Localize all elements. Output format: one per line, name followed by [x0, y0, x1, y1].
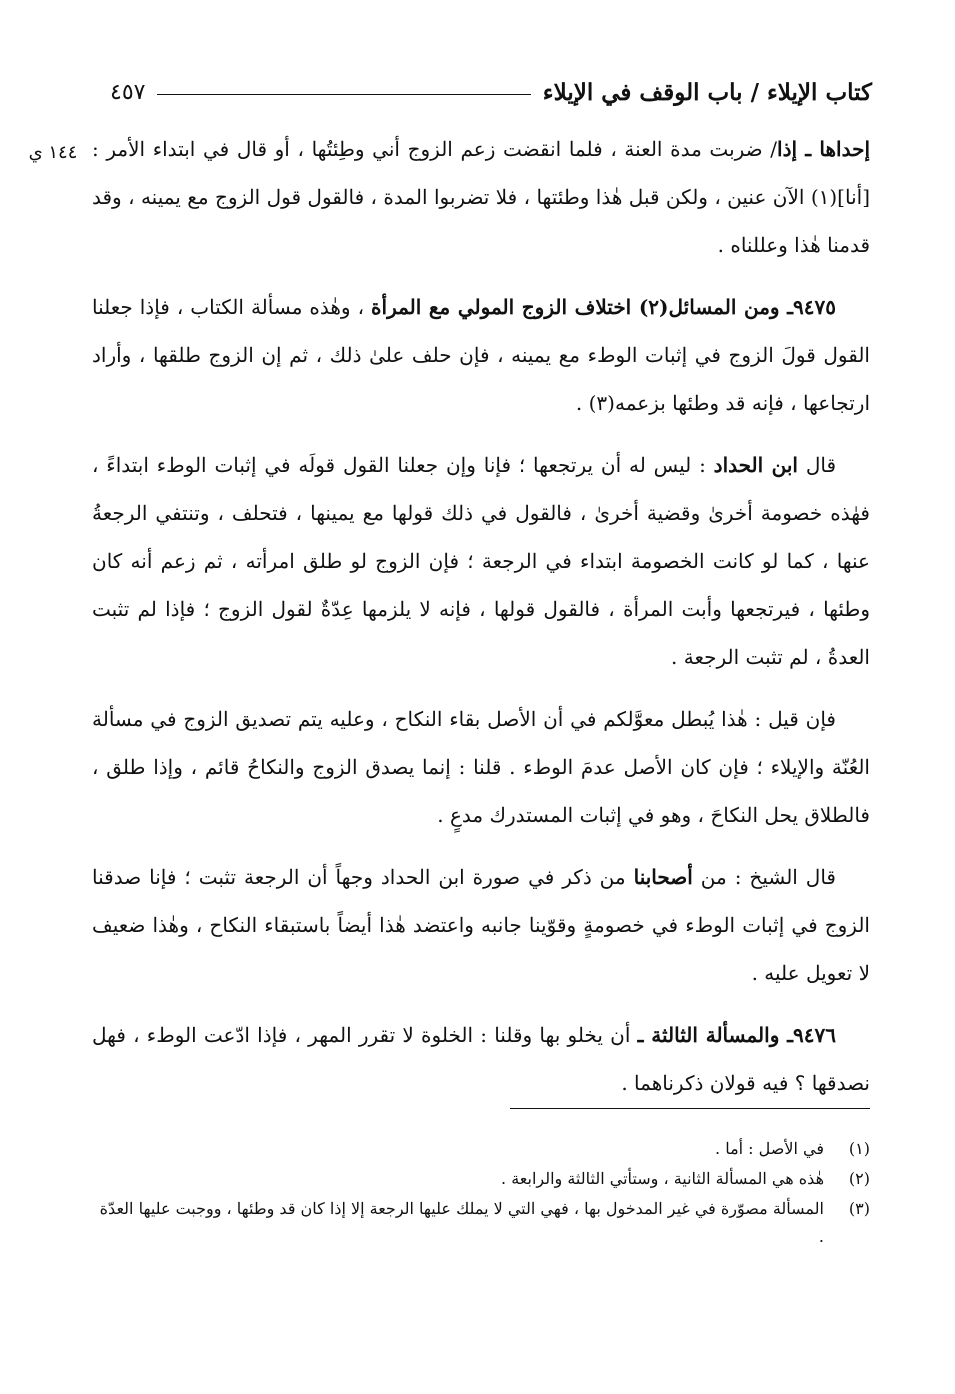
paragraph: [92, 125, 870, 269]
chapter-title: كتاب الإيلاء / باب الوقف في الإيلاء: [542, 78, 872, 106]
running-header: [110, 72, 872, 112]
footnote-number: (١): [848, 1139, 870, 1158]
paragraph-text: فإن قيل : هٰذا يُبطل معوَّلكم في أن الأصل بقاء النكاح ، وعليه يتم تصديق الزوج في مسألة العُنّة والإيلاء ؛ فإن كان الأصل عدمَ الوطء . قلنا : إنما يصدق الزوج والنكاحُ قائم ، وإذا طلق ، فالطلاق يحل النكاحَ ، وهو في إثبات المستدرك مدعٍ .: [92, 707, 870, 827]
paragraph: [92, 695, 870, 839]
paragraph-lead: إحداها ـ إذا: [777, 137, 871, 161]
footnote-text: هٰذه هي المسألة الثانية ، وستأتي الثالثة والرابعة .: [501, 1169, 824, 1188]
main-text: [92, 125, 870, 1107]
paragraph-pre: قال الشيخ : من: [692, 865, 836, 889]
paragraph-lead: ابن الحداد: [713, 453, 798, 477]
paragraph: [92, 853, 870, 997]
margin-folio-note: ١٤٤ ي: [28, 142, 78, 163]
paragraph-text: ، وهٰذه مسألة الكتاب ، فإذا جعلنا القول قولَ الزوج في إثبات الوطء مع يمينه ، فإن حلف علىٰ ذلك ، ثم إن الزوج طلقها ، وأراد ارتجاعها ، فإنه قد وطئها بزعمه(٣) .: [92, 295, 870, 415]
paragraph: [92, 283, 870, 427]
page-number: ٤٥٧: [110, 79, 146, 105]
footnote-separator: [510, 1108, 870, 1109]
footnote-text: في الأصل : أما .: [715, 1139, 824, 1158]
paragraph-text: أن يخلو بها وقلنا : الخلوة لا تقرر المهر ، فإذا ادّعت الوطء ، فهل نصدقها ؟ فيه قولان ذكرناهما .: [92, 1023, 870, 1095]
paragraph-text: : ليس له أن يرتجعها ؛ فإنا وإن جعلنا القول قولَه في إثبات الوطء ابتداءً ، فهٰذه خصومة أخرىٰ وقضية أخرىٰ ، فالقول في ذلك قولها مع يمينها ، فتحلف ، وتنتفي الرجعةُ عنها ، كما لو كانت الخصومة ابتداء في الرجعة ؛ فإن الزوج لو طلق امرأته ، ثم زعم أنه كان وطئها ، فيرتجعها وأبت المرأة ، فالقول قولها ، فإنه لا يلزمها عِدّةٌ لقول الزوج ؛ فإذا لم تثبت العدةُ ، لم تثبت الرجعة .: [92, 453, 870, 669]
footnote: [92, 1135, 870, 1163]
footnote: [92, 1195, 870, 1251]
header-rule: [157, 94, 530, 95]
footnotes: [92, 1135, 870, 1253]
footnote-number: (٣): [848, 1199, 870, 1218]
paragraph-lead: ٩٤٧٦ـ والمسألة الثالثة ـ: [637, 1023, 836, 1047]
paragraph: [92, 441, 870, 681]
paragraph-text: / ضربت مدة العنة ، فلما انقضت زعم الزوج أني وطِئتُها ، أو قال في ابتداء الأمر : [أنا](١) الآن عنين ، ولكن قبل هٰذا وطئتها ، فلا تضربوا المدة ، فالقول قول الزوج مع يمينه ، وقد قدمنا هٰذا وعللناه .: [92, 137, 870, 257]
paragraph-text: من ذكر في صورة ابن الحداد وجهاً أن الرجعة تثبت ؛ فإنا صدقنا الزوج في إثبات الوطء في خصومةٍ وقوّينا جانبه واعتضد هٰذا أيضاً باستبقاء النكاح ، وهٰذا ضعيف لا تعويل عليه .: [92, 865, 870, 985]
footnote: [92, 1165, 870, 1193]
paragraph-lead: ٩٤٧٥ـ ومن المسائل(٢) اختلاف الزوج المولي مع المرأة: [371, 295, 836, 319]
footnote-number: (٢): [848, 1169, 870, 1188]
paragraph-pre: قال: [797, 453, 836, 477]
paragraph-lead: أصحابنا: [633, 865, 693, 889]
footnote-text: المسألة مصوّرة في غير المدخول بها ، فهي التي لا يملك عليها الرجعة إلا إذا كان قد وطئها ، ووجبت عليها العدّة .: [99, 1199, 824, 1246]
paragraph: [92, 1011, 870, 1107]
